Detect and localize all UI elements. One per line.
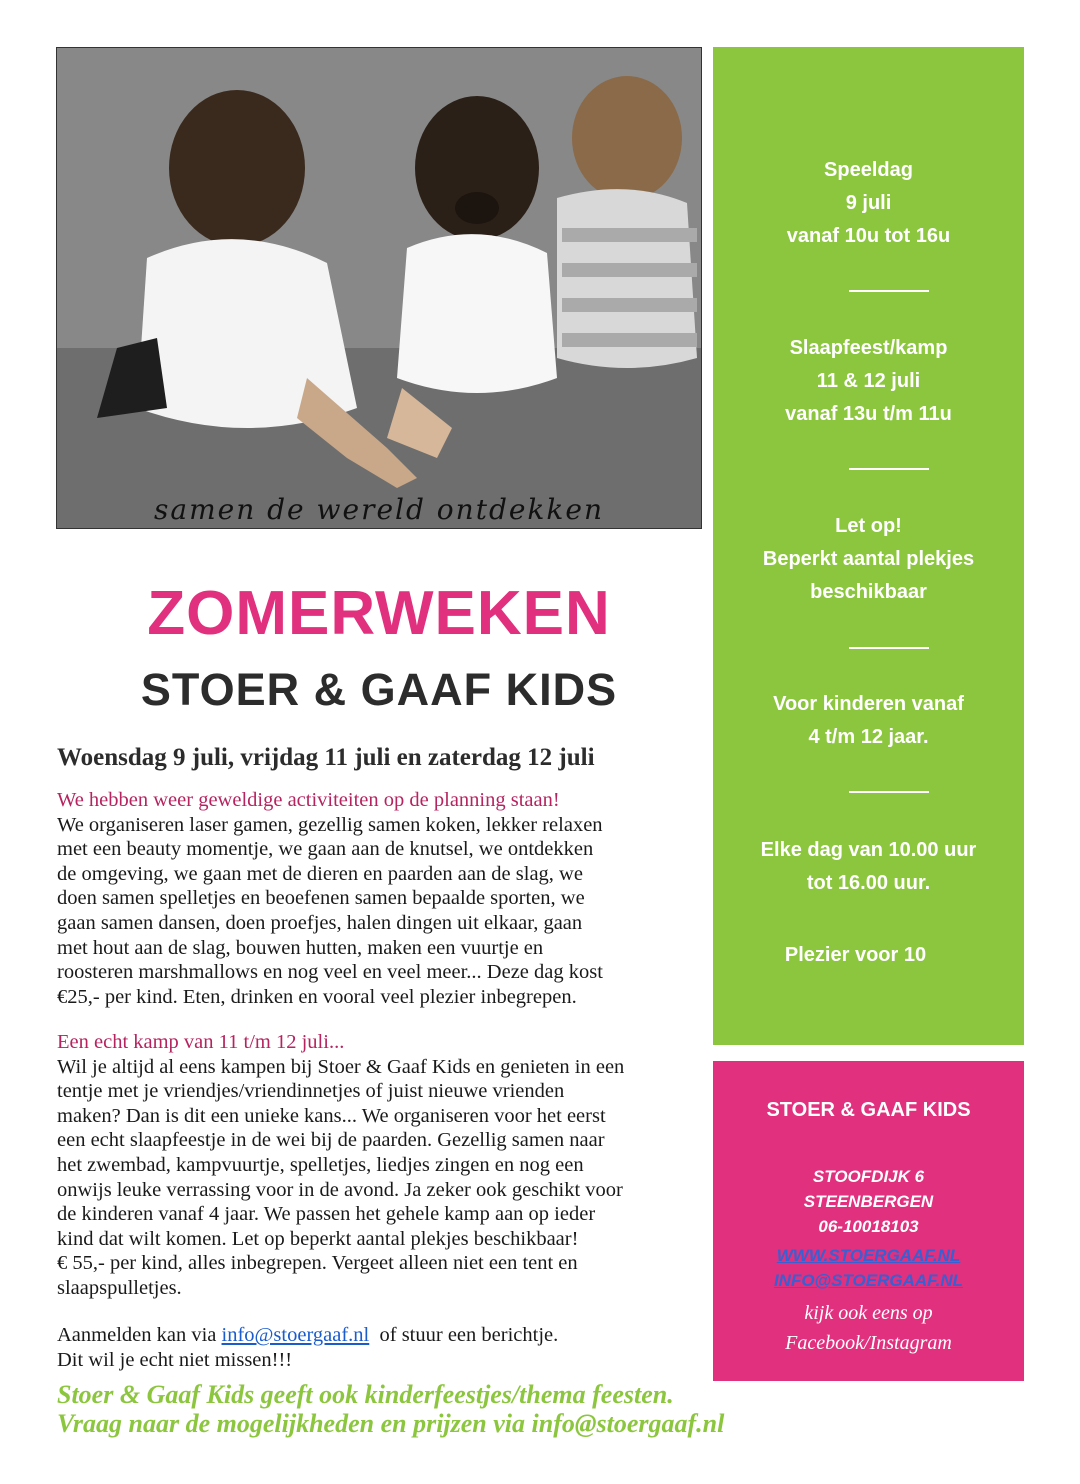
- signup-prefix: Aanmelden kan via: [57, 1324, 222, 1346]
- slaapfeest-block: [713, 332, 1024, 431]
- contact-name: STOER & GAAF KIDS: [766, 1099, 971, 1121]
- hours-line: Elke dag van 10.00 uur: [760, 839, 977, 861]
- website-link[interactable]: WWW.STOERGAAF.NL: [776, 1246, 961, 1265]
- contact-address: [713, 1164, 1024, 1239]
- text-line: onwijs leuke verrassing voor in de avond. Ja zeker ook geschikt voor: [57, 1178, 623, 1201]
- text-line: € 55,- per kind, alles inbegrepen. Vergeet alleen niet een tent en: [57, 1252, 578, 1275]
- hours-block: [713, 834, 1024, 900]
- text-line: de omgeving, we gaan met de dieren en paarden aan de slag, we: [57, 862, 583, 885]
- hero-photo: [56, 47, 702, 529]
- social-line: Facebook/Instagram: [785, 1332, 952, 1354]
- speeldag-date: 9 juli: [845, 192, 892, 214]
- children-illustration: [57, 48, 702, 529]
- slaapfeest-title: Slaapfeest/kamp: [789, 337, 948, 359]
- text-line: de kinderen vanaf 4 jaar. We passen het gehele kamp aan op ieder: [57, 1203, 596, 1226]
- letop-line: Beperkt aantal plekjes: [762, 548, 975, 570]
- social-line: kijk ook eens op: [804, 1302, 933, 1324]
- page-title: ZOMERWEKEN: [147, 579, 611, 648]
- hours-line: tot 16.00 uur.: [806, 872, 931, 894]
- slaapfeest-time: vanaf 13u t/m 11u: [785, 403, 952, 425]
- address-city: STEENBERGEN: [803, 1192, 934, 1211]
- page-subtitle: STOER & GAAF KIDS: [140, 664, 618, 715]
- age-block: [713, 688, 1024, 754]
- signup-closing: Dit wil je echt niet missen!!!: [57, 1348, 293, 1371]
- activities-lead: We hebben weer geweldige activiteiten op de planning staan!: [57, 789, 560, 811]
- contact-panel: [713, 1061, 1024, 1381]
- fun-line: Plezier voor 10: [784, 944, 927, 966]
- signup-email-link[interactable]: info@stoergaaf.nl: [221, 1324, 370, 1346]
- age-line: Voor kinderen vanaf: [773, 693, 964, 715]
- address-phone: 06-10018103: [818, 1217, 919, 1236]
- text-line: We organiseren laser gamen, gezellig samen koken, lekker relaxen: [57, 813, 603, 836]
- divider: [849, 290, 929, 292]
- text-line: maken? Dan is dit een unieke kans... We organiseren voor het eerst: [57, 1104, 606, 1127]
- divider: [849, 468, 929, 470]
- speeldag-time: vanaf 10u tot 16u: [786, 225, 951, 247]
- text-line: gaan samen dansen, doen proefjes, halen dingen uit elkaar, gaan: [57, 911, 583, 934]
- footer-line: Vraag naar de mogelijkheden en prijzen via info@stoergaaf.nl: [57, 1409, 725, 1438]
- age-range: 4 t/m 12 jaar.: [808, 726, 929, 748]
- speeldag-title: Speeldag: [824, 159, 913, 181]
- letop-line: beschikbaar: [810, 581, 927, 603]
- email-link[interactable]: INFO@STOERGAAF.NL: [773, 1271, 964, 1290]
- photo-caption: samen de wereld ontdekken: [154, 493, 604, 526]
- speeldag-block: [713, 154, 1024, 253]
- text-line: met een beauty momentje, we gaan aan de knutsel, we ontdekken: [57, 838, 594, 861]
- info-panel: [713, 47, 1024, 1045]
- letop-title: Let op!: [835, 515, 902, 537]
- social-text: [713, 1298, 1024, 1358]
- contact-links: [713, 1243, 1024, 1293]
- footer-promo: [57, 1380, 1037, 1438]
- text-line: het zwembad, kampvuurtje, spelletjes, liedjes zingen en nog een: [57, 1153, 584, 1176]
- text-line: een echt slaapfeestje in de wei bij de paarden. Gezellig samen naar: [57, 1129, 605, 1152]
- divider: [849, 647, 929, 649]
- text-line: Wil je altijd al eens kampen bij Stoer & Gaaf Kids en genieten in een: [57, 1055, 625, 1078]
- signup-suffix: of stuur een berichtje.: [369, 1324, 559, 1346]
- text-line: tentje met je vriendjes/vriendinnetjes of juist nieuwe vrienden: [57, 1080, 565, 1103]
- text-line: €25,- per kind. Eten, drinken en vooral veel plezier inbegrepen.: [57, 985, 577, 1008]
- slaapfeest-date: 11 & 12 juli: [816, 370, 921, 392]
- signup-info: [57, 1323, 707, 1372]
- camp-description: [57, 1030, 707, 1301]
- activities-description: [57, 788, 707, 1009]
- camp-lead: Een echt kamp van 11 t/m 12 juli...: [57, 1031, 345, 1053]
- footer-line: Stoer & Gaaf Kids geeft ook kinderfeestjes/thema feesten.: [57, 1380, 674, 1409]
- divider: [849, 791, 929, 793]
- text-line: slaapspulletjes.: [57, 1276, 182, 1299]
- text-line: met hout aan de slag, bouwen hutten, maken een vuurtje en: [57, 936, 544, 959]
- signup-line: [57, 1323, 707, 1348]
- text-line: doen samen spelletjes en beoefenen samen bepaalde sporten, we: [57, 887, 585, 910]
- text-line: roosteren marshmallows en nog veel en veel meer... Deze dag kost: [57, 961, 603, 984]
- address-street: STOOFDIJK 6: [812, 1167, 925, 1186]
- letop-block: [713, 510, 1024, 609]
- event-dates: Woensdag 9 juli, vrijdag 11 juli en zaterdag 12 juli: [57, 744, 595, 771]
- text-line: kind dat wilt komen. Let op beperkt aantal plekjes beschikbaar!: [57, 1227, 579, 1250]
